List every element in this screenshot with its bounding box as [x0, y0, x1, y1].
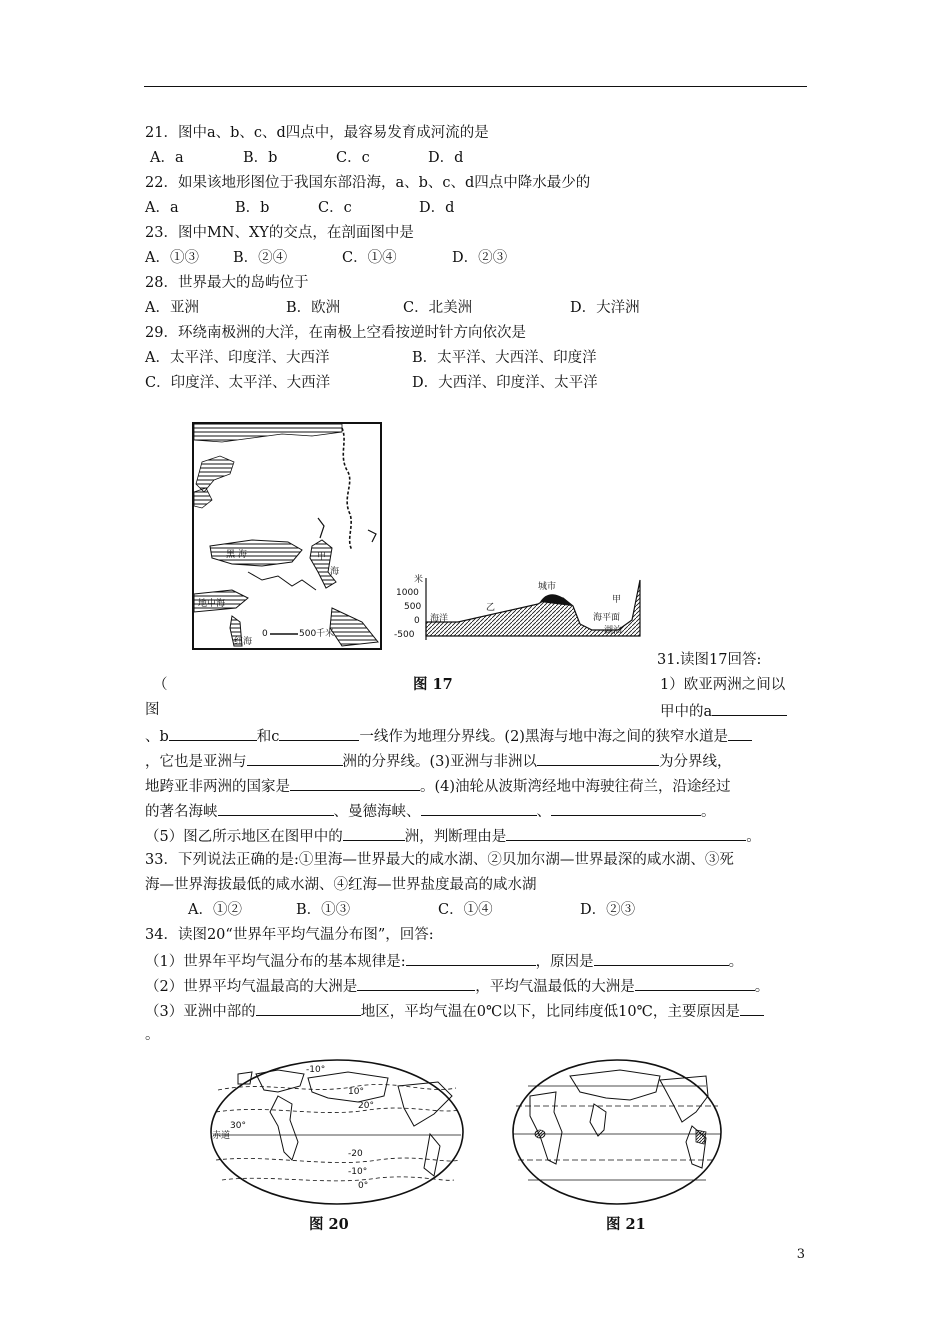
q28-option-a: A．亚洲 — [145, 300, 199, 316]
q23-option-c: C．①④ — [342, 250, 397, 266]
q28-option-d: D．大洋洲 — [570, 300, 640, 316]
profile-label-city: 城市 — [538, 582, 557, 592]
map-label-mediterranean: 地中海 — [198, 599, 226, 609]
header-rule — [144, 86, 807, 87]
figure-17-caption: 图 17 — [413, 676, 453, 693]
answer-blank[interactable] — [406, 950, 536, 966]
answer-blank[interactable] — [421, 800, 537, 816]
q31-tu: 图 — [145, 702, 160, 718]
q21-option-d: D．d — [428, 150, 464, 166]
profile-label-yi: 乙 — [486, 603, 496, 613]
q31-line1: 、b 和c 一线作为地理分界线。(2)黑海与地中海之间的狭窄水道是 — [145, 725, 752, 747]
q33-option-d: D．②③ — [580, 902, 636, 918]
profile-label-sea-level: 海平面 — [593, 613, 621, 623]
answer-blank[interactable] — [728, 725, 752, 741]
figure-17-map — [192, 422, 382, 650]
figure-20-caption: 图 20 — [309, 1216, 349, 1233]
map-label-black-sea: 黑 海 — [226, 550, 247, 560]
q29-option-b: B．太平洋、大西洋、印度洋 — [412, 350, 597, 366]
fig20-label-0: 0° — [358, 1181, 369, 1191]
q33-option-a: A．①② — [188, 902, 242, 918]
q34-line2: （2）世界平均气温最高的大洲是 ，平均气温最低的大洲是 。 — [145, 975, 769, 997]
answer-blank[interactable] — [506, 825, 746, 841]
map-label-jia: 甲 — [317, 552, 327, 562]
q21-stem: 21．图中a、b、c、d四点中，最容易发育成河流的是 — [145, 125, 489, 141]
profile-y-1000: 1000 — [396, 588, 419, 598]
map-label-sea: 海 — [330, 567, 340, 577]
q28-option-b: B．欧洲 — [286, 300, 341, 316]
q31-line3: 地跨亚非两洲的国家是 。(4)油轮从波斯湾经地中海驶往荷兰，沿途经过 — [145, 775, 731, 797]
answer-blank[interactable] — [712, 700, 787, 716]
q21-option-b: B．b — [243, 150, 278, 166]
answer-blank[interactable] — [740, 1000, 764, 1016]
q34-stem: 34．读图20“世界年平均气温分布图”，回答: — [145, 927, 434, 943]
profile-label-jia: 甲 — [612, 595, 622, 605]
q31-part1-cont: 甲中的a — [660, 700, 787, 722]
q34-line3: （3）亚洲中部的 地区，平均气温在0℃以下，比同纬度低10℃，主要原因是 — [145, 1000, 764, 1022]
q22-option-b: B．b — [235, 200, 270, 216]
q21-option-a: A．a — [150, 150, 184, 166]
answer-blank[interactable] — [594, 950, 729, 966]
answer-blank[interactable] — [169, 725, 257, 741]
q34-line4: 。 — [145, 1027, 160, 1043]
q21-option-c: C．c — [336, 150, 370, 166]
q23-option-d: D．②③ — [452, 250, 508, 266]
answer-blank[interactable] — [218, 800, 334, 816]
answer-blank[interactable] — [343, 825, 405, 841]
q31-part1: 1）欧亚两洲之间以 — [660, 677, 786, 693]
answer-blank[interactable] — [635, 975, 755, 991]
answer-blank[interactable] — [290, 775, 420, 791]
fig20-label-10: 10° — [348, 1087, 364, 1097]
answer-blank[interactable] — [247, 750, 343, 766]
q33-line2: 海—世界海拔最低的咸水湖、④红海—世界盐度最高的咸水湖 — [145, 877, 537, 893]
figure-21-caption: 图 21 — [606, 1216, 646, 1233]
answer-blank[interactable] — [256, 1000, 361, 1016]
fig20-label-n10a: -10° — [306, 1065, 326, 1075]
answer-blank[interactable] — [537, 750, 659, 766]
answer-blank[interactable] — [279, 725, 359, 741]
q31-intro: 31.读图17回答: — [657, 652, 762, 668]
profile-label-ocean: 海洋 — [430, 614, 449, 624]
profile-y-500: 500 — [404, 602, 422, 612]
answer-blank[interactable] — [357, 975, 475, 991]
q34-line1: （1）世界年平均气温分布的基本规律是: ，原因是 。 — [145, 950, 743, 972]
q33-option-b: B．①③ — [296, 902, 351, 918]
figure-20-map — [208, 1056, 466, 1206]
q31-paren: （ — [153, 677, 168, 693]
profile-label-lake: 湖泊 — [604, 626, 623, 636]
q22-option-c: C．c — [318, 200, 352, 216]
map-scale-zero: 0 — [262, 629, 268, 639]
profile-y-neg500: -500 — [394, 630, 415, 640]
q29-option-d: D．大西洋、印度洋、太平洋 — [412, 375, 598, 391]
q22-option-d: D．d — [419, 200, 455, 216]
map-scale-label: 500千米 — [299, 629, 335, 639]
fig20-label-n20: -20 — [348, 1149, 363, 1159]
figure-21-map — [510, 1056, 725, 1206]
map-label-red-sea: 红海 — [234, 637, 253, 647]
q23-option-b: B．②④ — [233, 250, 288, 266]
q28-option-c: C．北美洲 — [403, 300, 473, 316]
q31-line5: （5）图乙所示地区在图甲中的 洲，判断理由是 。 — [145, 825, 761, 847]
q31-line2: ，它也是亚洲与 洲的分界线。(3)亚洲与非洲以 为分界线， — [145, 750, 732, 772]
q33-option-c: C．①④ — [438, 902, 493, 918]
q28-stem: 28．世界最大的岛屿位于 — [145, 275, 309, 291]
q22-stem: 22．如果该地形图位于我国东部沿海，a、b、c、d四点中降水最少的 — [145, 175, 591, 191]
fig20-label-30: 30° — [230, 1121, 246, 1131]
q29-stem: 29．环绕南极洲的大洋，在南极上空看按逆时针方向依次是 — [145, 325, 526, 341]
answer-blank[interactable] — [551, 800, 701, 816]
fig20-label-n10b: -10° — [348, 1167, 368, 1177]
q29-option-a: A．太平洋、印度洋、大西洋 — [145, 350, 330, 366]
figure-17-profile — [388, 574, 650, 654]
q29-option-c: C．印度洋、太平洋、大西洋 — [145, 375, 331, 391]
fig20-label-20: 20° — [358, 1101, 374, 1111]
fig20-equator-label: 赤道 — [212, 1131, 231, 1141]
q23-option-a: A．①③ — [145, 250, 199, 266]
q22-option-a: A．a — [145, 200, 179, 216]
page-number: 3 — [796, 1247, 805, 1262]
q33-line1: 33．下列说法正确的是:①里海—世界最大的咸水湖、②贝加尔湖—世界最深的咸水湖、③死 — [145, 852, 734, 868]
q31-line4: 的著名海峡 、曼德海峡、 、 。 — [145, 800, 716, 822]
q23-stem: 23．图中MN、XY的交点，在剖面图中是 — [145, 225, 414, 241]
profile-unit: 米 — [414, 575, 424, 585]
profile-y-0: 0 — [414, 616, 420, 626]
